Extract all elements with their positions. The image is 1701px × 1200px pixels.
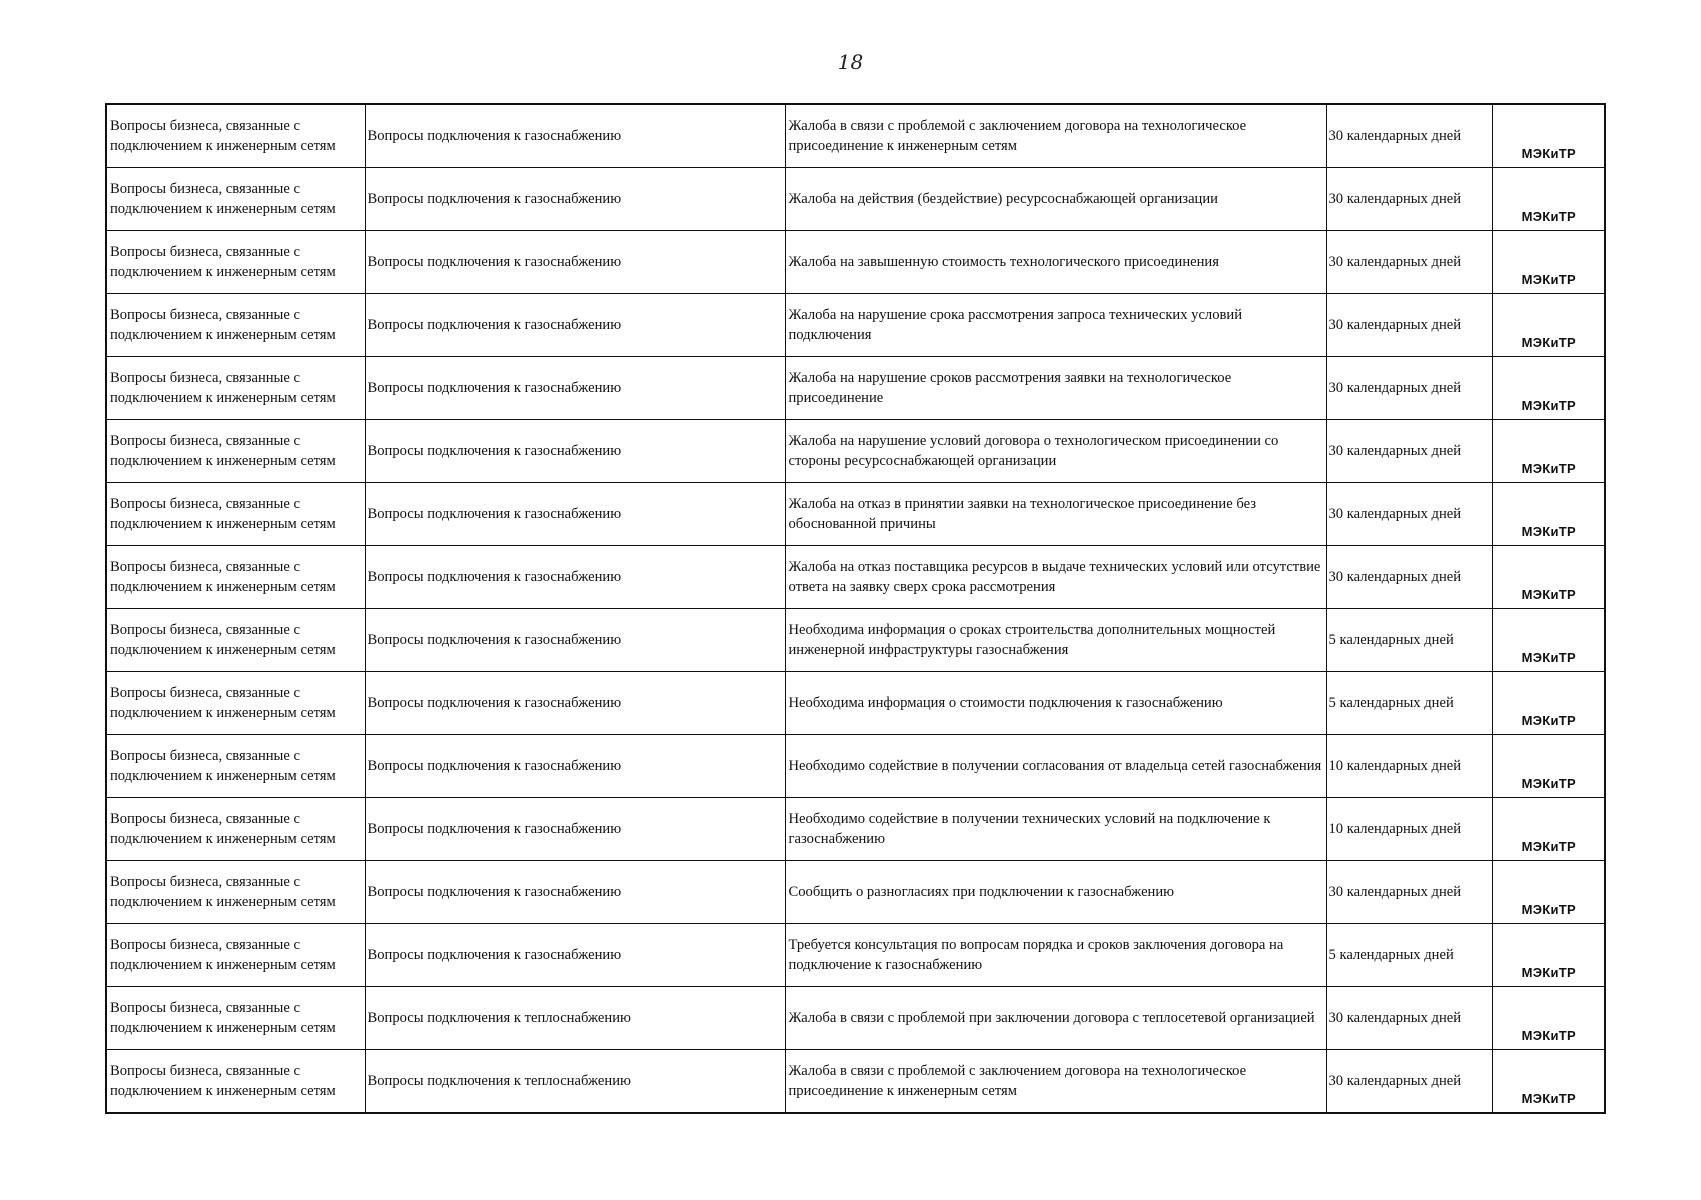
cell-topic: Вопросы подключения к газоснабжению bbox=[365, 609, 785, 672]
cell-deadline: 30 календарных дней bbox=[1326, 420, 1492, 483]
table-row bbox=[106, 294, 1605, 357]
table-row bbox=[106, 735, 1605, 798]
table-row bbox=[106, 609, 1605, 672]
table-row bbox=[106, 987, 1605, 1050]
cell-category: Вопросы бизнеса, связанные с подключением к инженерным сетям bbox=[106, 483, 365, 546]
cell-category: Вопросы бизнеса, связанные с подключением к инженерным сетям bbox=[106, 672, 365, 735]
cell-category: Вопросы бизнеса, связанные с подключением к инженерным сетям bbox=[106, 357, 365, 420]
cell-issue: Жалоба на нарушение сроков рассмотрения заявки на технологическое присоединение bbox=[785, 357, 1326, 420]
table-row bbox=[106, 861, 1605, 924]
cell-agency: МЭКиТР bbox=[1492, 483, 1605, 546]
cell-deadline: 5 календарных дней bbox=[1326, 924, 1492, 987]
cell-category: Вопросы бизнеса, связанные с подключением к инженерным сетям bbox=[106, 924, 365, 987]
cell-issue: Жалоба на нарушение условий договора о технологическом присоединении со стороны ресурсоснабжающей организации bbox=[785, 420, 1326, 483]
cell-deadline: 30 календарных дней bbox=[1326, 546, 1492, 609]
cell-issue: Жалоба на действия (бездействие) ресурсоснабжающей организации bbox=[785, 168, 1326, 231]
page-number: 18 bbox=[837, 50, 864, 74]
table-row bbox=[106, 231, 1605, 294]
cell-agency: МЭКиТР bbox=[1492, 1050, 1605, 1114]
table-row bbox=[106, 420, 1605, 483]
cell-agency: МЭКиТР bbox=[1492, 357, 1605, 420]
appeals-table-body bbox=[106, 104, 1605, 1113]
table-row bbox=[106, 168, 1605, 231]
cell-topic: Вопросы подключения к газоснабжению bbox=[365, 104, 785, 168]
cell-deadline: 30 календарных дней bbox=[1326, 231, 1492, 294]
cell-agency: МЭКиТР bbox=[1492, 546, 1605, 609]
cell-deadline: 30 календарных дней bbox=[1326, 861, 1492, 924]
cell-category: Вопросы бизнеса, связанные с подключением к инженерным сетям bbox=[106, 861, 365, 924]
cell-agency: МЭКиТР bbox=[1492, 798, 1605, 861]
cell-category: Вопросы бизнеса, связанные с подключением к инженерным сетям bbox=[106, 987, 365, 1050]
cell-deadline: 10 календарных дней bbox=[1326, 735, 1492, 798]
cell-category: Вопросы бизнеса, связанные с подключением к инженерным сетям bbox=[106, 609, 365, 672]
cell-topic: Вопросы подключения к теплоснабжению bbox=[365, 1050, 785, 1114]
cell-topic: Вопросы подключения к газоснабжению bbox=[365, 231, 785, 294]
cell-category: Вопросы бизнеса, связанные с подключением к инженерным сетям bbox=[106, 104, 365, 168]
cell-topic: Вопросы подключения к газоснабжению bbox=[365, 357, 785, 420]
table-row bbox=[106, 104, 1605, 168]
cell-issue: Жалоба в связи с проблемой с заключением договора на технологическое присоединение к инженерным сетям bbox=[785, 104, 1326, 168]
cell-agency: МЭКиТР bbox=[1492, 168, 1605, 231]
appeals-table bbox=[105, 103, 1606, 1114]
cell-agency: МЭКиТР bbox=[1492, 294, 1605, 357]
cell-issue: Требуется консультация по вопросам порядка и сроков заключения договора на подключение к газоснабжению bbox=[785, 924, 1326, 987]
cell-category: Вопросы бизнеса, связанные с подключением к инженерным сетям bbox=[106, 798, 365, 861]
cell-topic: Вопросы подключения к газоснабжению bbox=[365, 546, 785, 609]
cell-topic: Вопросы подключения к теплоснабжению bbox=[365, 987, 785, 1050]
cell-issue: Необходима информация о стоимости подключения к газоснабжению bbox=[785, 672, 1326, 735]
cell-topic: Вопросы подключения к газоснабжению bbox=[365, 735, 785, 798]
cell-deadline: 5 календарных дней bbox=[1326, 672, 1492, 735]
cell-issue: Сообщить о разногласиях при подключении к газоснабжению bbox=[785, 861, 1326, 924]
cell-topic: Вопросы подключения к газоснабжению bbox=[365, 924, 785, 987]
cell-agency: МЭКиТР bbox=[1492, 861, 1605, 924]
cell-issue: Необходима информация о сроках строительства дополнительных мощностей инженерной инфраструктуры газоснабжения bbox=[785, 609, 1326, 672]
cell-category: Вопросы бизнеса, связанные с подключением к инженерным сетям bbox=[106, 294, 365, 357]
cell-category: Вопросы бизнеса, связанные с подключением к инженерным сетям bbox=[106, 546, 365, 609]
cell-category: Вопросы бизнеса, связанные с подключением к инженерным сетям bbox=[106, 420, 365, 483]
table-row bbox=[106, 1050, 1605, 1114]
cell-topic: Вопросы подключения к газоснабжению bbox=[365, 672, 785, 735]
cell-deadline: 30 календарных дней bbox=[1326, 1050, 1492, 1114]
cell-category: Вопросы бизнеса, связанные с подключением к инженерным сетям bbox=[106, 735, 365, 798]
table-row bbox=[106, 672, 1605, 735]
cell-topic: Вопросы подключения к газоснабжению bbox=[365, 483, 785, 546]
cell-issue: Жалоба на отказ в принятии заявки на технологическое присоединение без обоснованной причины bbox=[785, 483, 1326, 546]
cell-agency: МЭКиТР bbox=[1492, 924, 1605, 987]
cell-category: Вопросы бизнеса, связанные с подключением к инженерным сетям bbox=[106, 1050, 365, 1114]
cell-deadline: 30 календарных дней bbox=[1326, 294, 1492, 357]
cell-issue: Жалоба на завышенную стоимость технологического присоединения bbox=[785, 231, 1326, 294]
cell-deadline: 30 календарных дней bbox=[1326, 483, 1492, 546]
cell-agency: МЭКиТР bbox=[1492, 231, 1605, 294]
cell-issue: Необходимо содействие в получении согласования от владельца сетей газоснабжения bbox=[785, 735, 1326, 798]
cell-deadline: 30 календарных дней bbox=[1326, 357, 1492, 420]
cell-category: Вопросы бизнеса, связанные с подключением к инженерным сетям bbox=[106, 168, 365, 231]
cell-category: Вопросы бизнеса, связанные с подключением к инженерным сетям bbox=[106, 231, 365, 294]
cell-topic: Вопросы подключения к газоснабжению bbox=[365, 168, 785, 231]
cell-topic: Вопросы подключения к газоснабжению bbox=[365, 420, 785, 483]
cell-agency: МЭКиТР bbox=[1492, 609, 1605, 672]
table-row bbox=[106, 546, 1605, 609]
table-row bbox=[106, 483, 1605, 546]
cell-deadline: 5 календарных дней bbox=[1326, 609, 1492, 672]
cell-agency: МЭКиТР bbox=[1492, 672, 1605, 735]
cell-agency: МЭКиТР bbox=[1492, 104, 1605, 168]
table-row bbox=[106, 357, 1605, 420]
cell-deadline: 30 календарных дней bbox=[1326, 104, 1492, 168]
cell-issue: Жалоба на нарушение срока рассмотрения запроса технических условий подключения bbox=[785, 294, 1326, 357]
cell-deadline: 30 календарных дней bbox=[1326, 987, 1492, 1050]
cell-agency: МЭКиТР bbox=[1492, 420, 1605, 483]
cell-issue: Жалоба в связи с проблемой с заключением договора на технологическое присоединение к инженерным сетям bbox=[785, 1050, 1326, 1114]
cell-topic: Вопросы подключения к газоснабжению bbox=[365, 294, 785, 357]
cell-issue: Жалоба в связи с проблемой при заключении договора с теплосетевой организацией bbox=[785, 987, 1326, 1050]
cell-issue: Жалоба на отказ поставщика ресурсов в выдаче технических условий или отсутствие ответа на заявку сверх срока рассмотрения bbox=[785, 546, 1326, 609]
cell-topic: Вопросы подключения к газоснабжению bbox=[365, 861, 785, 924]
cell-topic: Вопросы подключения к газоснабжению bbox=[365, 798, 785, 861]
cell-issue: Необходимо содействие в получении технических условий на подключение к газоснабжению bbox=[785, 798, 1326, 861]
cell-agency: МЭКиТР bbox=[1492, 735, 1605, 798]
table-row bbox=[106, 924, 1605, 987]
table-row bbox=[106, 798, 1605, 861]
cell-agency: МЭКиТР bbox=[1492, 987, 1605, 1050]
cell-deadline: 30 календарных дней bbox=[1326, 168, 1492, 231]
cell-deadline: 10 календарных дней bbox=[1326, 798, 1492, 861]
